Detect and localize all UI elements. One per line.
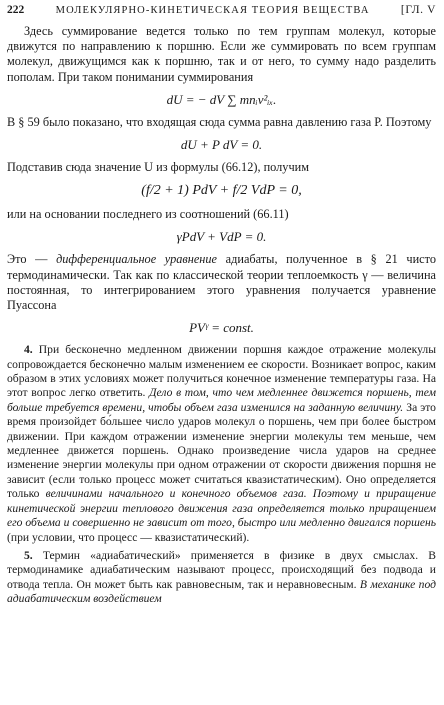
italic-text: В механике под адиабатическим воздействием [7, 577, 436, 606]
equation-poisson: PVᵞ = const. [189, 320, 254, 336]
equation-gamma: γPdV + VdP = 0. [176, 229, 267, 245]
text-run: За это время произойдет бо́льшее число ударов молекул о поршень, чем при более быстром движении. При каждом отражении изменение энергии молекулы тем меньше, чем медленнее движется поршень. Однако произведение числа ударов на среднее изменение энергии молекулы при одном отражении от скорости движения поршня не зависит (если только процесс может считаться квазистатическим). Оно определяется только [7, 400, 436, 501]
section-number: 4. [24, 343, 33, 357]
running-header [7, 4, 436, 24]
paragraph-summation: Здесь суммирование ведется только по тем группам молекул, которые движутся по направлению к поршню. Если же суммировать по всем группам молекул, движущимся как к поршню, так и от него, то сумму надо разделить пополам. При таком понимании суммирования [7, 24, 436, 84]
section-5 [7, 549, 436, 607]
paragraph-pressure: В § 59 было показано, что входящая сюда сумма равна давлению газа P. Поэтому [7, 114, 432, 129]
paragraph-substitution: Подставив сюда значение U из формулы (66.12), получим [7, 160, 309, 175]
text-run: Термин «адиабатический» применяется в физике в двух смыслах. В термодинамике адиабатическим называют процесс, происходящий без подвода и отвода тепла. Он может быть как равновесным, так и неравновесным. [7, 548, 436, 591]
section-4 [7, 343, 436, 545]
equation-energy: dU + P dV = 0. [180, 137, 263, 153]
paragraph-relations: или на основании последнего из соотношений (66.11) [7, 207, 289, 222]
section-number: 5. [24, 548, 33, 562]
chapter-label: [ГЛ. V [400, 4, 436, 16]
text-run: Это — [7, 252, 57, 267]
equation-substituted: (f/2 + 1) PdV + f/2 VdP = 0, [141, 183, 302, 199]
italic-text: величинами начального и конечного объемов газа. Поэтому и приращение кинетической энергии теплового движения газа определяется только приращением его объема и совершенно не зависит от того, быстро или медленно двигался поршень [7, 487, 436, 530]
italic-term: дифференциальное уравнение [56, 252, 218, 267]
paragraph-adiabat [7, 252, 436, 313]
italic-text: Дело в том, что чем медленнее движется поршень, тем больше требуется времени, чтобы объем газа изменился на заданную величину. [7, 386, 436, 414]
page-number: 222 [7, 4, 25, 16]
text-run: адиабаты, полученное в § 21 чисто термодинамически. Так как по классической теории теплоемкость γ — величина постоянная, то интегрированием этого уравнения получается уравнение Пуассона [7, 252, 436, 313]
running-title: МОЛЕКУЛЯРНО-КИНЕТИЧЕСКАЯ ТЕОРИЯ ВЕЩЕСТВА [55, 5, 370, 16]
text-run: (при условии, что процесс — квазистатический). [7, 530, 250, 544]
equation-du: dU = − dV ∑ mnᵢv²ᵢₓ. [166, 91, 277, 107]
text-run: При бесконечно медленном движении поршня каждое отражение молекулы сопровождается бесконечно малым изменением ее скорости. Возникает вопрос, каким образом в этих условиях может получиться конечное изменение температуры газа. На этот вопрос легко ответить. [7, 343, 436, 400]
